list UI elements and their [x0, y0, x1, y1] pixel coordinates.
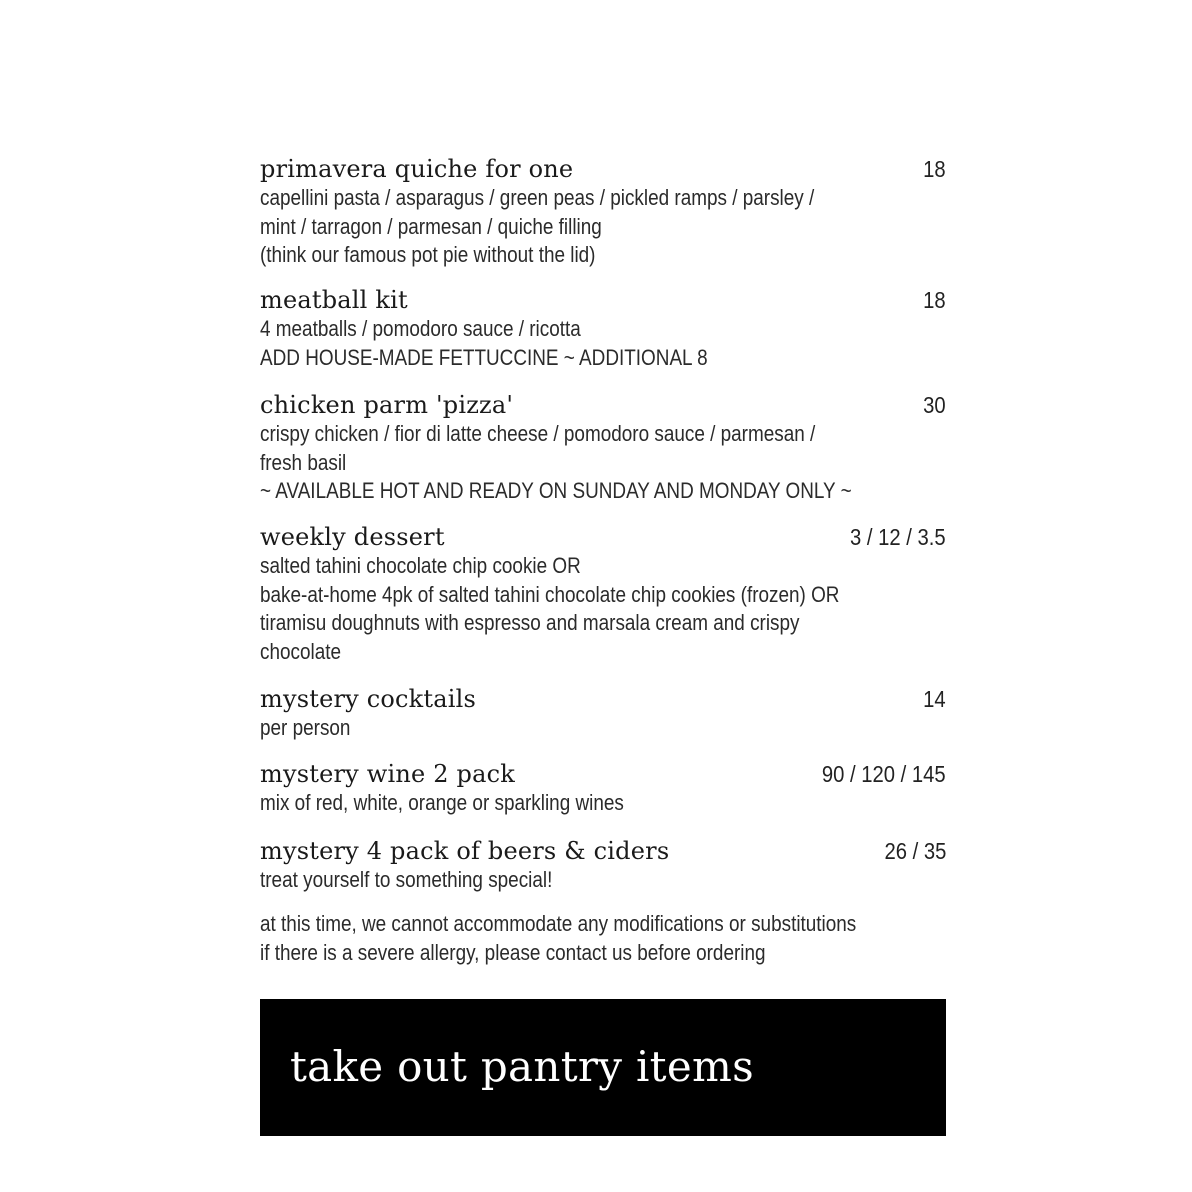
item-description-line: mint / tarragon / parmesan / quiche filling — [260, 213, 602, 239]
item-price: 90 / 120 / 145 — [822, 761, 946, 787]
item-price: 30 — [923, 392, 946, 418]
item-description-line: fresh basil — [260, 449, 347, 475]
pantry-items-banner — [260, 999, 946, 1136]
menu-item-mystery-wine — [260, 759, 946, 818]
note-allergy: if there is a severe allergy, please contact us before ordering — [260, 939, 766, 965]
menu-item-mystery-beers-ciders — [260, 836, 946, 895]
item-description-line: per person — [260, 715, 351, 740]
item-name: chicken parm 'pizza' — [260, 391, 514, 419]
note-modifications: at this time, we cannot accommodate any modifications or substitutions — [260, 911, 857, 936]
item-description-line: (think our famous pot pie without the lid) — [260, 242, 596, 267]
item-name: mystery cocktails — [260, 685, 477, 713]
item-name: mystery 4 pack of beers & ciders — [260, 837, 670, 865]
item-description-line: chocolate — [260, 638, 342, 664]
item-description-line: crispy chicken / fior di latte cheese / pomodoro sauce / parmesan / — [260, 421, 816, 446]
item-description-line: ADD HOUSE-MADE FETTUCCINE ~ ADDITIONAL 8 — [260, 344, 708, 370]
item-name: primavera quiche for one — [260, 155, 574, 183]
item-price: 14 — [923, 686, 946, 712]
item-description-line: treat yourself to something special! — [260, 867, 553, 892]
menu-item-meatball-kit — [260, 285, 946, 372]
ordering-notes — [260, 910, 946, 967]
menu-item-mystery-cocktails — [260, 684, 946, 743]
item-name: mystery wine 2 pack — [260, 760, 516, 788]
item-price: 18 — [923, 287, 946, 313]
item-description-line: capellini pasta / asparagus / green peas / pickled ramps / parsley / — [260, 185, 815, 210]
item-description-line: mix of red, white, orange or sparkling wines — [260, 790, 624, 815]
item-description-line: bake-at-home 4pk of salted tahini chocolate chip cookies (frozen) OR — [260, 581, 840, 607]
item-description-line: 4 meatballs / pomodoro sauce / ricotta — [260, 316, 581, 341]
menu-item-weekly-dessert — [260, 522, 946, 666]
item-price: 3 / 12 / 3.5 — [850, 524, 946, 550]
item-description-line: salted tahini chocolate chip cookie OR — [260, 553, 581, 578]
item-price: 18 — [923, 156, 946, 182]
item-name: meatball kit — [260, 286, 408, 314]
menu-item-primavera-quiche — [260, 154, 946, 270]
item-price: 26 / 35 — [884, 838, 946, 864]
banner-title: take out pantry items — [290, 1042, 754, 1091]
menu-item-chicken-parm-pizza — [260, 390, 946, 506]
item-description-line: tiramisu doughnuts with espresso and marsala cream and crispy — [260, 610, 800, 635]
item-description-line: ~ AVAILABLE HOT AND READY ON SUNDAY AND MONDAY ONLY ~ — [260, 478, 852, 503]
item-name: weekly dessert — [260, 523, 445, 551]
